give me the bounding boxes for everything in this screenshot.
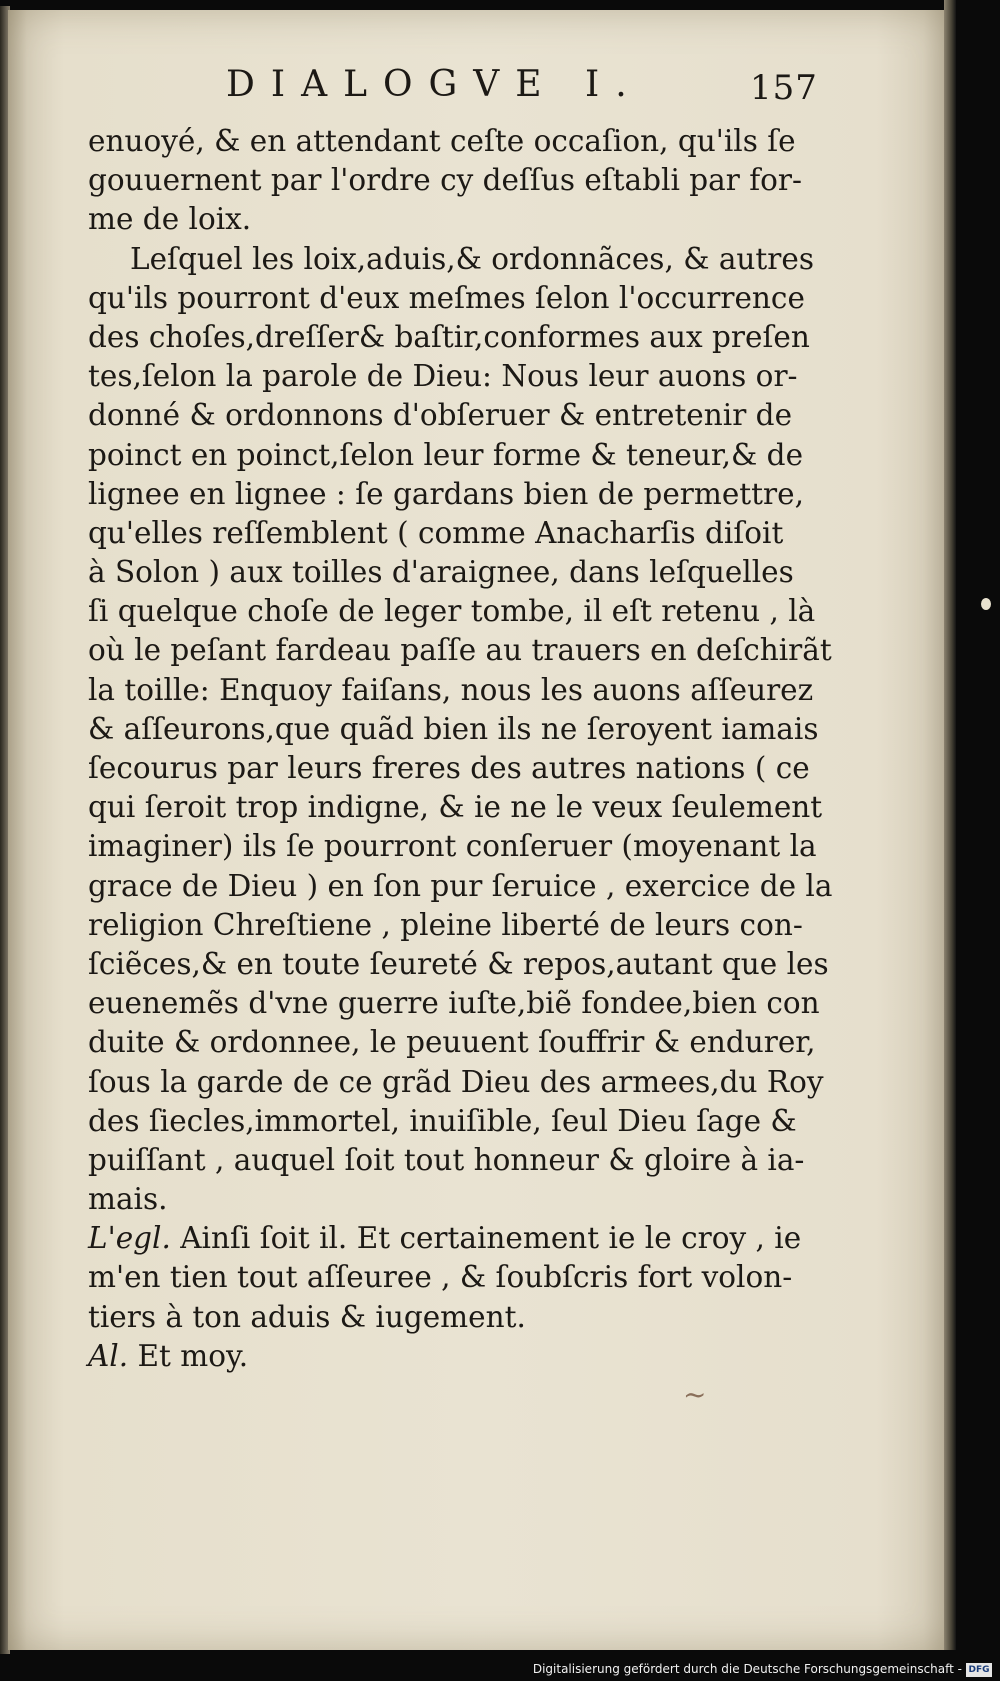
- paragraph-start-line: Leſquel les loix,aduis,& ordonnãces, & autres: [130, 241, 814, 276]
- body-line: donné & ordonnons d'obſeruer & entretenir de: [88, 398, 793, 433]
- body-line: imaginer) ils ſe pourront conſeruer (moyenant la: [88, 829, 817, 864]
- body-line: duite & ordonnee, le peuuent ſouffrir & endurer,: [88, 1025, 816, 1060]
- dialogue-text: Ainſi ſoit il. Et certainement ie le croy , ie: [180, 1221, 802, 1256]
- body-line: tes,ſelon la parole de Dieu: Nous leur auons or-: [88, 359, 798, 394]
- body-line: ſecourus par leurs freres des autres nations ( ce: [88, 751, 810, 785]
- body-text: [88, 122, 833, 1376]
- body-line: poinct en poinct,ſelon leur forme & teneur,& de: [88, 437, 804, 472]
- body-line: gouuernent par l'ordre cy deſſus eſtabli par for-: [88, 163, 802, 198]
- ink-mark: ~: [683, 1378, 707, 1411]
- digitization-footer: [0, 1660, 1000, 1681]
- body-line: ſous la garde de ce grãd Dieu des armees,du Roy: [88, 1064, 824, 1099]
- body-line: à Solon ) aux toilles d'araignee, dans leſquelles: [88, 555, 794, 590]
- dialogue-line: [88, 1337, 808, 1376]
- speaker-label-eglise: L'egl.: [88, 1221, 171, 1256]
- scan-marker: [981, 598, 991, 610]
- dfg-logo: DFG: [966, 1663, 992, 1677]
- body-line: qu'elles reſſemblent ( comme Anacharſis diſoit: [88, 515, 784, 550]
- body-line: des choſes,dreſſer& baſtir,conformes aux preſen: [88, 319, 810, 354]
- body-line: où le peſant fardeau paſſe au trauers en deſchirãt: [88, 633, 832, 668]
- funding-credit: Digitalisierung gefördert durch die Deutsche Forschungsgemeinschaft -: [532, 1662, 962, 1676]
- body-line: qu'ils pourront d'eux meſmes ſelon l'occurrence: [88, 280, 805, 315]
- body-line: enuoyé, & en attendant ceſte occaſion, qu'ils ſe: [88, 124, 796, 158]
- dialogue-line: m'en tien tout aſſeuree , & ſoubſcris fort volon-: [88, 1260, 793, 1295]
- body-line: mais.: [88, 1182, 168, 1217]
- body-line: me de loix.: [88, 202, 252, 237]
- dialogue-line: tiers à ton aduis & iugement.: [88, 1299, 526, 1334]
- running-head-title: DIALOGVE I.: [226, 64, 643, 105]
- body-line: des ſiecles,immortel, inuiſible, ſeul Dieu ſage &: [88, 1103, 797, 1138]
- body-line: ſi quelque choſe de leger tombe, il eſt retenu , là: [88, 594, 816, 629]
- body-line: lignee en lignee : ſe gardans bien de permettre,: [88, 476, 804, 511]
- body-line: ſciẽces,& en toute ſeureté & repos,autant que les: [88, 946, 829, 981]
- page-right-edge: [944, 0, 956, 1650]
- body-line: euenemẽs d'vne guerre iuſte,biẽ fondee,bien con: [88, 986, 820, 1021]
- speaker-label-alithie: Al.: [88, 1338, 129, 1373]
- body-line: religion Chreſtiene , pleine liberté de leurs con-: [88, 907, 803, 942]
- body-line: qui ſeroit trop indigne, & ie ne le veux ſeulement: [88, 790, 823, 825]
- book-page: [8, 10, 952, 1650]
- body-line: puiſſant , auquel ſoit tout honneur & gloire à ia-: [88, 1142, 805, 1177]
- dialogue-text: Et moy.: [137, 1338, 249, 1373]
- dialogue-line: [88, 1219, 808, 1258]
- body-line: grace de Dieu ) en ſon pur ſeruice , exercice de la: [88, 868, 833, 903]
- page-number: 157: [750, 68, 818, 108]
- body-line: & aſſeurons,que quãd bien ils ne ſeroyent iamais: [88, 711, 819, 746]
- body-line: la toille: Enquoy faiſans, nous les auons aſſeurez: [88, 672, 814, 707]
